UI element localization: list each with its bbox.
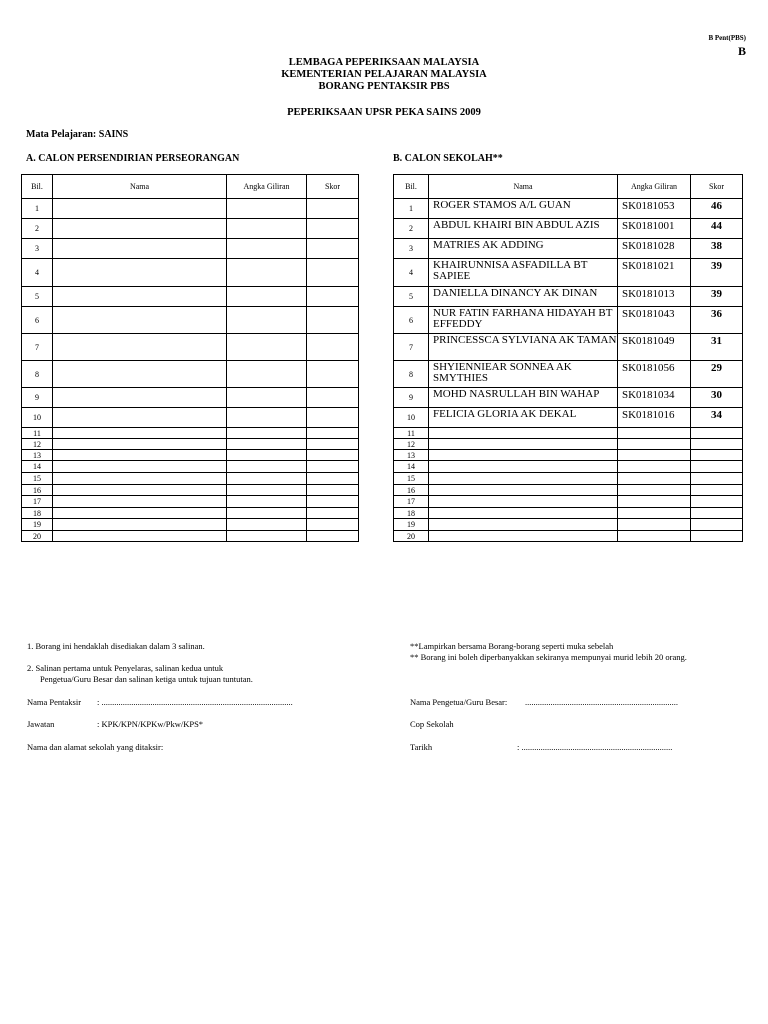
header-line-2: KEMENTERIAN PELAJARAN MALAYSIA (281, 69, 487, 80)
table-row (394, 334, 743, 361)
cell-skor (307, 439, 359, 450)
cell-bil: 12 (394, 439, 429, 450)
cell-angka-giliran (227, 199, 307, 219)
cell-bil: 17 (394, 496, 429, 508)
pengetua-label: Nama Pengetua/Guru Besar: (410, 697, 508, 707)
cell-nama (53, 496, 227, 508)
cell-nama (53, 239, 227, 259)
table-row (394, 496, 743, 508)
table-row (22, 439, 359, 450)
tarikh-field[interactable]: : ....................................................................... (517, 742, 673, 752)
note-lampiran: **Lampirkan bersama Borang-borang seperti muka sebelah (410, 641, 614, 651)
cell-bil: 6 (394, 307, 429, 334)
subject-label: Mata Pelajaran: SAINS (26, 129, 129, 140)
cell-angka-giliran: SK0181016 (618, 408, 691, 428)
cell-skor (307, 450, 359, 461)
cell-skor (691, 508, 743, 519)
cell-bil: 16 (22, 485, 53, 496)
cell-skor (307, 259, 359, 287)
table-row (22, 408, 359, 428)
cell-angka-giliran: SK0181034 (618, 388, 691, 408)
cell-angka-giliran: SK0181049 (618, 334, 691, 361)
cell-angka-giliran (618, 485, 691, 496)
cell-bil: 20 (22, 531, 53, 542)
cell-bil: 15 (394, 473, 429, 485)
cell-skor (691, 519, 743, 531)
cell-bil: 18 (394, 508, 429, 519)
note-diperbanyakkan: ** Borang ini boleh diperbanyakkan sekiranya mempunyai murid lebih 20 orang. (410, 652, 687, 662)
pengetua-field[interactable]: ........................................................................ (525, 697, 678, 707)
cell-bil: 18 (22, 508, 53, 519)
cell-bil: 15 (22, 473, 53, 485)
cell-skor (691, 428, 743, 439)
table-row (394, 439, 743, 450)
table-row (394, 531, 743, 542)
cell-angka-giliran (618, 450, 691, 461)
cell-nama (53, 485, 227, 496)
cell-angka-giliran (227, 508, 307, 519)
cell-angka-giliran (227, 485, 307, 496)
section-a-title: A. CALON PERSENDIRIAN PERSEORANGAN (26, 153, 240, 164)
sekolah-label: Nama dan alamat sekolah yang ditaksir: (27, 742, 164, 752)
cell-bil: 14 (394, 461, 429, 473)
cell-skor: 38 (691, 239, 743, 259)
cell-bil: 13 (22, 450, 53, 461)
cell-bil: 7 (394, 334, 429, 361)
cell-nama (53, 361, 227, 388)
table-row (394, 461, 743, 473)
cell-nama (429, 531, 618, 542)
cell-angka-giliran (227, 428, 307, 439)
cell-angka-giliran: SK0181056 (618, 361, 691, 388)
cell-skor (307, 473, 359, 485)
table-row (22, 239, 359, 259)
table-row (394, 508, 743, 519)
cell-nama (53, 259, 227, 287)
cell-nama: NUR FATIN FARHANA HIDAYAH BT EFFEDDY (429, 307, 618, 334)
table-row (22, 461, 359, 473)
table-row (22, 508, 359, 519)
cell-nama: ABDUL KHAIRI BIN ABDUL AZIS (429, 219, 618, 239)
cell-angka-giliran (227, 259, 307, 287)
cell-angka-giliran (618, 428, 691, 439)
cell-skor (691, 461, 743, 473)
cell-nama (53, 473, 227, 485)
cell-bil: 1 (394, 199, 429, 219)
cell-nama (53, 287, 227, 307)
jawatan-field[interactable]: : KPK/KPN/KPKw/Pkw/KPS* (97, 719, 204, 729)
cell-skor (307, 496, 359, 508)
cell-bil: 7 (22, 334, 53, 361)
table-row (22, 199, 359, 219)
cell-skor (307, 361, 359, 388)
cell-skor (307, 334, 359, 361)
cell-bil: 10 (394, 408, 429, 428)
cell-nama (429, 473, 618, 485)
cell-skor (307, 219, 359, 239)
note-2b: Pengetua/Guru Besar dan salinan ketiga untuk tujuan tuntutan. (40, 674, 253, 684)
cell-skor: 46 (691, 199, 743, 219)
cell-angka-giliran (227, 519, 307, 531)
cell-bil: 8 (22, 361, 53, 388)
table-row (394, 199, 743, 219)
table-row (22, 334, 359, 361)
cell-skor: 29 (691, 361, 743, 388)
cell-skor (691, 531, 743, 542)
cell-skor (307, 485, 359, 496)
cell-bil: 6 (22, 307, 53, 334)
cell-angka-giliran (227, 496, 307, 508)
cell-skor (307, 408, 359, 428)
cell-angka-giliran (227, 361, 307, 388)
table-row (22, 219, 359, 239)
cell-angka-giliran (618, 496, 691, 508)
cell-angka-giliran (618, 531, 691, 542)
cell-angka-giliran (227, 239, 307, 259)
cell-angka-giliran (227, 473, 307, 485)
cell-nama (53, 519, 227, 531)
cell-nama: PRINCESSCA SYLVIANA AK TAMAN (429, 334, 618, 361)
cell-angka-giliran (227, 334, 307, 361)
cell-bil: 11 (394, 428, 429, 439)
cell-bil: 2 (394, 219, 429, 239)
table-row (394, 428, 743, 439)
cell-skor (307, 428, 359, 439)
cell-skor (691, 439, 743, 450)
cell-nama (53, 461, 227, 473)
header-line-1: LEMBAGA PEPERIKSAAN MALAYSIA (288, 57, 480, 68)
cell-angka-giliran (227, 307, 307, 334)
table-row (22, 388, 359, 408)
table-row (22, 485, 359, 496)
cell-angka-giliran (227, 450, 307, 461)
col-bil: Bil. (394, 175, 429, 199)
cell-angka-giliran (227, 531, 307, 542)
cell-skor (691, 450, 743, 461)
cell-bil: 13 (394, 450, 429, 461)
cell-nama (53, 307, 227, 334)
table-row (22, 287, 359, 307)
cell-nama (53, 531, 227, 542)
cell-bil: 20 (394, 531, 429, 542)
cop-sekolah-label: Cop Sekolah (410, 719, 454, 729)
cell-skor (691, 485, 743, 496)
cell-bil: 10 (22, 408, 53, 428)
cell-bil: 5 (394, 287, 429, 307)
cell-skor (307, 519, 359, 531)
pentaksir-field[interactable]: : .......................................................................................... (97, 697, 293, 707)
cell-bil: 1 (22, 199, 53, 219)
cell-skor (307, 239, 359, 259)
cell-nama: ROGER STAMOS A/L GUAN (429, 199, 618, 219)
cell-angka-giliran (618, 461, 691, 473)
cell-nama (53, 219, 227, 239)
cell-skor (691, 473, 743, 485)
cell-nama (429, 439, 618, 450)
header-line-3: BORANG PENTAKSIR PBS (318, 81, 450, 92)
cell-bil: 3 (394, 239, 429, 259)
cell-nama (429, 485, 618, 496)
col-angka-giliran: Angka Giliran (227, 175, 307, 199)
table-row (22, 428, 359, 439)
cell-nama (53, 408, 227, 428)
cell-skor (307, 388, 359, 408)
col-skor: Skor (307, 175, 359, 199)
table-row (394, 259, 743, 287)
cell-angka-giliran: SK0181053 (618, 199, 691, 219)
cell-angka-giliran (618, 473, 691, 485)
table-row (22, 307, 359, 334)
table-row (394, 239, 743, 259)
cell-angka-giliran: SK0181001 (618, 219, 691, 239)
pentaksir-label: Nama Pentaksir (27, 697, 82, 707)
form-code: B Pent(PBS) (708, 34, 746, 42)
cell-nama (53, 450, 227, 461)
note-1: 1. Borang ini hendaklah disediakan dalam 3 salinan. (27, 641, 205, 651)
cell-angka-giliran: SK0181043 (618, 307, 691, 334)
cell-bil: 8 (394, 361, 429, 388)
table-row (394, 361, 743, 388)
table-row (22, 450, 359, 461)
cell-nama (429, 461, 618, 473)
table-row (394, 473, 743, 485)
cell-skor: 34 (691, 408, 743, 428)
section-b-title: B. CALON SEKOLAH** (393, 153, 503, 164)
cell-angka-giliran (618, 508, 691, 519)
table-row (394, 307, 743, 334)
table-row (394, 408, 743, 428)
table-row (22, 531, 359, 542)
cell-skor (307, 531, 359, 542)
cell-bil: 9 (394, 388, 429, 408)
jawatan-label: Jawatan (27, 719, 55, 729)
cell-angka-giliran (227, 287, 307, 307)
cell-nama: SHYIENNIEAR SONNEA AK SMYTHIES (429, 361, 618, 388)
exam-title: PEPERIKSAAN UPSR PEKA SAINS 2009 (287, 107, 481, 118)
table-row (394, 450, 743, 461)
cell-nama: MATRIES AK ADDING (429, 239, 618, 259)
cell-nama (53, 334, 227, 361)
cell-skor: 36 (691, 307, 743, 334)
cell-bil: 12 (22, 439, 53, 450)
cell-angka-giliran (618, 519, 691, 531)
cell-angka-giliran (227, 388, 307, 408)
cell-bil: 17 (22, 496, 53, 508)
col-angka-giliran: Angka Giliran (618, 175, 691, 199)
cell-angka-giliran (227, 408, 307, 428)
cell-bil: 4 (394, 259, 429, 287)
form-letter: B (737, 44, 746, 58)
cell-nama (429, 428, 618, 439)
section-a-table (21, 174, 359, 542)
cell-nama (53, 439, 227, 450)
cell-bil: 2 (22, 219, 53, 239)
cell-nama (429, 496, 618, 508)
cell-skor: 39 (691, 259, 743, 287)
cell-skor (307, 461, 359, 473)
cell-skor (307, 307, 359, 334)
cell-nama (53, 508, 227, 519)
cell-angka-giliran (618, 439, 691, 450)
cell-angka-giliran (227, 439, 307, 450)
cell-nama: FELICIA GLORIA AK DEKAL (429, 408, 618, 428)
table-row (394, 485, 743, 496)
cell-nama (429, 519, 618, 531)
cell-skor (307, 287, 359, 307)
col-skor: Skor (691, 175, 743, 199)
table-row (394, 519, 743, 531)
cell-skor: 30 (691, 388, 743, 408)
cell-angka-giliran: SK0181021 (618, 259, 691, 287)
table-row (394, 287, 743, 307)
cell-bil: 9 (22, 388, 53, 408)
cell-angka-giliran (227, 461, 307, 473)
cell-nama: DANIELLA DINANCY AK DINAN (429, 287, 618, 307)
table-row (22, 496, 359, 508)
cell-bil: 5 (22, 287, 53, 307)
cell-nama: MOHD NASRULLAH BIN WAHAP (429, 388, 618, 408)
cell-nama (53, 388, 227, 408)
col-nama: Nama (53, 175, 227, 199)
cell-angka-giliran: SK0181028 (618, 239, 691, 259)
cell-angka-giliran (227, 219, 307, 239)
cell-skor (307, 199, 359, 219)
tarikh-label: Tarikh (410, 742, 433, 752)
cell-bil: 11 (22, 428, 53, 439)
table-row (22, 473, 359, 485)
cell-nama (429, 508, 618, 519)
section-b-table (393, 174, 743, 542)
table-row (22, 361, 359, 388)
table-row (394, 388, 743, 408)
note-2a: 2. Salinan pertama untuk Penyelaras, salinan kedua untuk (27, 663, 224, 673)
col-bil: Bil. (22, 175, 53, 199)
cell-bil: 14 (22, 461, 53, 473)
cell-nama (53, 428, 227, 439)
cell-skor (307, 508, 359, 519)
table-row (394, 219, 743, 239)
cell-bil: 4 (22, 259, 53, 287)
cell-skor: 44 (691, 219, 743, 239)
cell-skor: 39 (691, 287, 743, 307)
cell-nama (53, 199, 227, 219)
cell-bil: 3 (22, 239, 53, 259)
cell-bil: 19 (22, 519, 53, 531)
cell-nama (429, 450, 618, 461)
col-nama: Nama (429, 175, 618, 199)
cell-skor (691, 496, 743, 508)
cell-bil: 19 (394, 519, 429, 531)
cell-angka-giliran: SK0181013 (618, 287, 691, 307)
cell-bil: 16 (394, 485, 429, 496)
cell-nama: KHAIRUNNISA ASFADILLA BT SAPIEE (429, 259, 618, 287)
table-row (22, 259, 359, 287)
cell-skor: 31 (691, 334, 743, 361)
table-row (22, 519, 359, 531)
